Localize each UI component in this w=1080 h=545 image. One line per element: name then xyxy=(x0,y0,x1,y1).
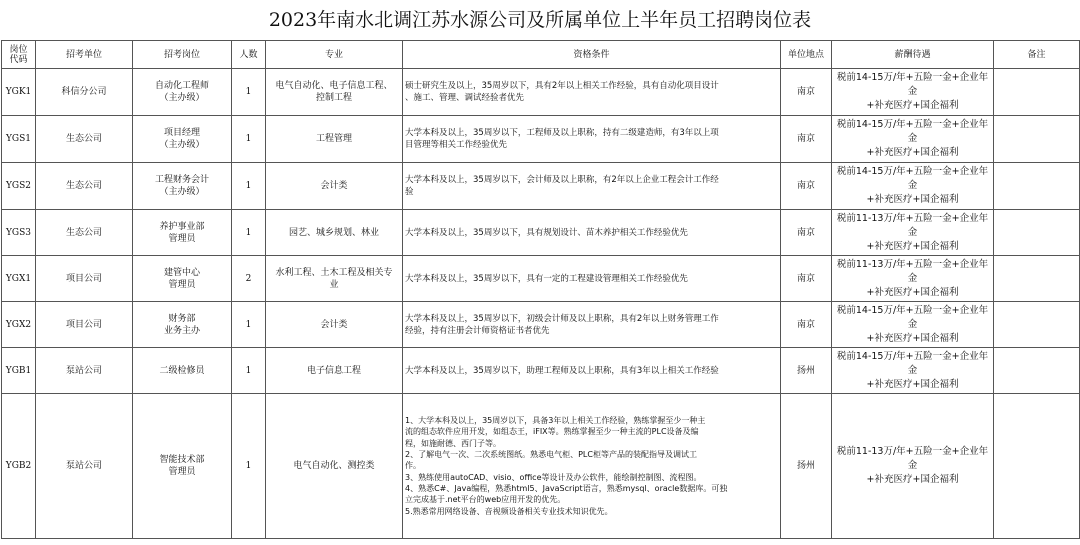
cell-unit: 生态公司 xyxy=(36,210,133,256)
cell-salary xyxy=(832,116,994,163)
header-count: 人数 xyxy=(232,41,266,69)
cell-salary-line: +补充医疗+国企福利 xyxy=(866,378,959,390)
table-row xyxy=(2,302,1080,348)
cell-count: 1 xyxy=(232,348,266,394)
cell-major xyxy=(266,116,403,163)
cell-position xyxy=(133,394,232,539)
cell-remark xyxy=(994,394,1080,539)
cell-count: 1 xyxy=(232,210,266,256)
cell-remark xyxy=(994,348,1080,394)
cell-location: 扬州 xyxy=(781,394,832,539)
cell-requirements xyxy=(403,163,781,210)
cell-position-line: （主办级） xyxy=(159,140,205,150)
cell-unit: 项目公司 xyxy=(36,302,133,348)
cell-salary xyxy=(832,256,994,302)
cell-remark xyxy=(994,210,1080,256)
cell-major-line: 电子信息工程 xyxy=(306,365,361,376)
cell-major xyxy=(266,394,403,539)
cell-position-line: （主办级） xyxy=(159,93,205,103)
cell-major-line: 电气自动化、测控类 xyxy=(293,461,375,471)
table-row xyxy=(2,348,1080,394)
cell-position-line: 财务部 xyxy=(168,313,196,324)
cell-major xyxy=(266,163,403,210)
table-row xyxy=(2,394,1080,539)
cell-location: 南京 xyxy=(781,116,832,163)
cell-major xyxy=(266,69,403,116)
cell-unit: 泵站公司 xyxy=(36,394,133,539)
cell-position xyxy=(133,302,232,348)
cell-salary xyxy=(832,348,994,394)
cell-salary-line: +补充医疗+国企福利 xyxy=(866,286,959,298)
cell-position-line: 自动化工程师 xyxy=(154,81,209,91)
cell-position-line: 二级检修员 xyxy=(159,365,205,376)
cell-requirements xyxy=(403,116,781,163)
cell-requirements-line: 程，如施耐德、西门子等。 xyxy=(405,438,501,448)
cell-location: 南京 xyxy=(781,210,832,256)
cell-remark xyxy=(994,116,1080,163)
cell-salary-line: +补充医疗+国企福利 xyxy=(866,100,959,111)
cell-salary-line: 税前14-15万/年+五险一金+企业年金 xyxy=(836,304,989,330)
cell-major-line: 工程管理 xyxy=(315,134,352,144)
header-requirements: 资格条件 xyxy=(403,41,781,69)
cell-remark xyxy=(994,256,1080,302)
header-code-line2: 代码 xyxy=(9,54,28,65)
cell-count: 2 xyxy=(232,256,266,302)
cell-code: YGK1 xyxy=(2,69,36,116)
cell-major xyxy=(266,210,403,256)
cell-salary-line: +补充医疗+国企福利 xyxy=(866,332,959,344)
header-salary: 薪酬待遇 xyxy=(832,41,994,69)
cell-location: 南京 xyxy=(781,302,832,348)
cell-requirements-line: 目管理等相关工作经验优先 xyxy=(405,140,508,150)
cell-major-line: 园艺、城乡规划、林业 xyxy=(288,227,379,238)
cell-salary xyxy=(832,163,994,210)
cell-major-line: 会计类 xyxy=(320,181,348,191)
cell-position xyxy=(133,116,232,163)
cell-position-line: 建管中心 xyxy=(163,267,200,278)
cell-requirements-line: 验 xyxy=(405,187,414,197)
cell-requirements-line: 立完成基于.net平台的web应用开发的优先。 xyxy=(405,495,566,505)
cell-requirements-line: 4、熟悉C#、Java编程，熟悉html5、JavaScript语言，熟悉mysql、oracle数据库。可独 xyxy=(405,483,728,493)
cell-code: YGS1 xyxy=(2,116,36,163)
cell-salary xyxy=(832,210,994,256)
cell-salary-line: 税前14-15万/年+五险一金+企业年金 xyxy=(836,166,989,191)
cell-requirements-line: 大学本科及以上，35周岁以下，会计师及以上职称，有2年以上企业工程会计工作经 xyxy=(405,175,719,185)
cell-requirements xyxy=(403,394,781,539)
cell-salary-line: 税前14-15万/年+五险一金+企业年金 xyxy=(836,119,989,144)
cell-position-line: 项目经理 xyxy=(163,128,200,138)
cell-location: 扬州 xyxy=(781,348,832,394)
cell-requirements-line: 大学本科及以上，35周岁以下，初级会计师及以上职称，具有2年以上财务管理工作 xyxy=(405,313,719,324)
table-row xyxy=(2,256,1080,302)
cell-major-line: 控制工程 xyxy=(315,93,352,103)
cell-salary-line: +补充医疗+国企福利 xyxy=(866,474,959,485)
cell-requirements-line: 1、大学本科及以上，35周岁以下，具备3年以上相关工作经验，熟练掌握至少一种主 xyxy=(405,416,706,426)
cell-requirements-line: 经验，持有注册会计师资格证书者优先 xyxy=(405,325,550,336)
table-body xyxy=(2,69,1080,539)
cell-unit: 泵站公司 xyxy=(36,348,133,394)
header-location: 单位地点 xyxy=(781,41,832,69)
header-code xyxy=(2,41,36,69)
cell-requirements xyxy=(403,256,781,302)
cell-salary-line: 税前14-15万/年+五险一金+企业年金 xyxy=(836,72,989,97)
cell-remark xyxy=(994,302,1080,348)
cell-requirements-line: 大学本科及以上，35周岁以下，助理工程师及以上职称，具有3年以上相关工作经验 xyxy=(405,365,719,376)
cell-position xyxy=(133,69,232,116)
cell-requirements xyxy=(403,69,781,116)
cell-requirements-line: 2、了解电气一次、二次系统图纸。熟悉电气柜、PLC柜等产品的装配指导及调试工 xyxy=(405,450,697,460)
header-unit: 招考单位 xyxy=(36,41,133,69)
cell-location: 南京 xyxy=(781,69,832,116)
cell-position-line: 管理员 xyxy=(168,279,196,290)
cell-count: 1 xyxy=(232,116,266,163)
cell-code: YGX1 xyxy=(2,256,36,302)
cell-major-line: 水利工程、土木工程及相关专 xyxy=(275,267,393,278)
cell-code: YGB2 xyxy=(2,394,36,539)
cell-salary-line: 税前11-13万/年+五险一金+企业年金 xyxy=(836,212,989,238)
cell-position-line: 智能技术部 xyxy=(159,455,205,465)
cell-position-line: 工程财务会计 xyxy=(154,175,209,185)
cell-location: 南京 xyxy=(781,163,832,210)
table-row xyxy=(2,163,1080,210)
cell-unit: 项目公司 xyxy=(36,256,133,302)
cell-unit: 生态公司 xyxy=(36,116,133,163)
cell-unit: 科信分公司 xyxy=(36,69,133,116)
cell-requirements-line: 硕士研究生及以上，35周岁以下，具有2年以上相关工作经验，具有自动化项目设计 xyxy=(405,81,719,91)
cell-major-line: 业 xyxy=(329,279,339,290)
cell-salary xyxy=(832,394,994,539)
table-row xyxy=(2,210,1080,256)
cell-salary-line: 税前11-13万/年+五险一金+企业年金 xyxy=(836,258,989,284)
header-row xyxy=(2,41,1080,69)
cell-requirements-line: 大学本科及以上，35周岁以下，具有规划设计、苗木养护相关工作经验优先 xyxy=(405,227,688,238)
cell-count: 1 xyxy=(232,69,266,116)
cell-major xyxy=(266,348,403,394)
cell-requirements xyxy=(403,302,781,348)
cell-position-line: 管理员 xyxy=(168,233,196,244)
cell-position xyxy=(133,256,232,302)
cell-salary-line: +补充医疗+国企福利 xyxy=(866,194,959,205)
cell-code: YGB1 xyxy=(2,348,36,394)
cell-requirements-line: 、施工、管理、调试经验者优先 xyxy=(405,93,525,103)
cell-position-line: 业务主办 xyxy=(163,325,200,336)
header-code-line1: 岗位 xyxy=(9,44,28,55)
cell-requirements xyxy=(403,210,781,256)
cell-position-line: 管理员 xyxy=(168,467,196,477)
cell-unit: 生态公司 xyxy=(36,163,133,210)
cell-requirements-line: 作。 xyxy=(405,461,421,471)
cell-position xyxy=(133,210,232,256)
cell-count: 1 xyxy=(232,394,266,539)
cell-salary-line: 税前11-13万/年+五险一金+企业年金 xyxy=(836,446,989,471)
cell-requirements-line: 流的组态软件应用开发，如组态王，iFIX等。熟练掌握至少一种主流的PLC设备及编 xyxy=(405,427,699,437)
cell-position xyxy=(133,348,232,394)
cell-code: YGS2 xyxy=(2,163,36,210)
cell-salary xyxy=(832,302,994,348)
cell-requirements-line: 大学本科及以上，35周岁以下，工程师及以上职称，持有二级建造师，有3年以上项 xyxy=(405,128,719,138)
recruitment-table xyxy=(1,40,1080,539)
cell-requirements-line: 大学本科及以上，35周岁以下，具有一定的工程建设管理相关工作经验优先 xyxy=(405,273,688,284)
cell-remark xyxy=(994,69,1080,116)
cell-location: 南京 xyxy=(781,256,832,302)
table-row xyxy=(2,69,1080,116)
cell-requirements-line: 5.熟悉常用网络设备、音视频设备相关专业技术知识优先。 xyxy=(405,506,613,516)
cell-salary xyxy=(832,69,994,116)
cell-code: YGX2 xyxy=(2,302,36,348)
cell-count: 1 xyxy=(232,302,266,348)
cell-remark xyxy=(994,163,1080,210)
cell-salary-line: +补充医疗+国企福利 xyxy=(866,147,959,158)
cell-count: 1 xyxy=(232,163,266,210)
cell-position-line: （主办级） xyxy=(159,187,205,197)
cell-code: YGS3 xyxy=(2,210,36,256)
cell-salary-line: +补充医疗+国企福利 xyxy=(866,240,959,252)
cell-major xyxy=(266,302,403,348)
header-position: 招考岗位 xyxy=(133,41,232,69)
cell-requirements-line: 3、熟练使用autoCAD、visio、office等设计及办公软件，能绘制控制图、流程图。 xyxy=(405,472,702,482)
table-row xyxy=(2,116,1080,163)
cell-position-line: 养护事业部 xyxy=(159,221,205,232)
cell-requirements xyxy=(403,348,781,394)
header-remark: 备注 xyxy=(994,41,1080,69)
header-major: 专业 xyxy=(266,41,403,69)
cell-salary-line: 税前14-15万/年+五险一金+企业年金 xyxy=(836,350,989,376)
cell-major xyxy=(266,256,403,302)
cell-position xyxy=(133,163,232,210)
page-title: 2023年南水北调江苏水源公司及所属单位上半年员工招聘岗位表 xyxy=(268,9,812,31)
cell-major-line: 电气自动化、电子信息工程、 xyxy=(275,81,393,91)
cell-major-line: 会计类 xyxy=(320,319,348,330)
